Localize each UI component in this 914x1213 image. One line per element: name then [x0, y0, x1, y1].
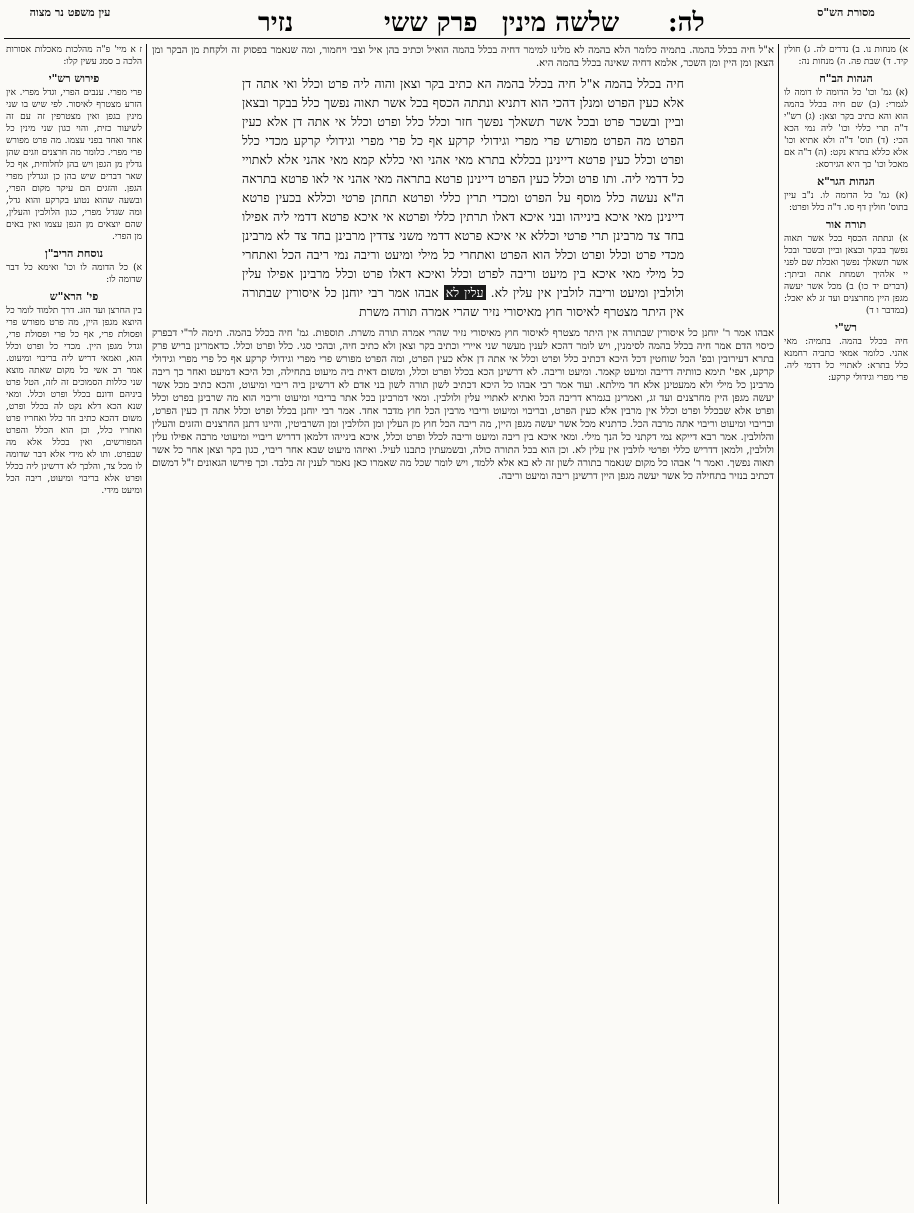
- chapter-title: שלשה מינין: [502, 8, 620, 38]
- rosh-box-title: פי' הרא"ש: [49, 290, 99, 303]
- rosh-box-text: בין החרצן ועד הזג. דרך תלמוד לומר כל היוצא מגפן היין, מה פרט מפורש פרי ופסולת פרי, אף כל פרי ופסולת פרי, וגדל מגפן היין. מכדי כל ופרט וכלל הוא, ואמאי דריש ליה בריבוי ומיעוט. אמר רב אשי כל מקום שאתה מוצא שני כללות הסמוכים זה לזה, הטל פרט ביניהם ודונם בכלל ופרט וכלל. ומאי שנא הכא דלא נקט לה בכלל ופרט, משום דהכא כתיב חד כלל ואחריו פרט ואחריו כלל, וכן הוא הכלל והפרט המפורשים, ואין בכלל אלא מה שבפרט. ותו לא מידי אלא דבר שדומה לו מכל צד, והלכך לא דרשינן ליה בכלל ופרט אלא בריבוי ומיעוט, ריבה הכל ומיעט מידי.: [6, 306, 142, 496]
- gemara-mid-text: ותו פרט וכלל כעין הפרט דיינינן פרטא בתראה מאי אהני אי לאו פרטא בתראה ה"א נעשה כלל מוסף על הפרט ומכדי תרין כללי ופרטא תחתן פרטי וכללא בכעין פרטא דיינינן מאי איכא בינייהו ובני איכא דאלו תרתין כללי ופרטא אי איכא פרטא דדמי ליה אפילו בחד צד מרבינן תרי פרטי וכללא אי איכא פרטא דדמי משני צדדין מרבינן בחד צד לא מרבינן מכדי פרט וכלל ופרט וכלל הוא הפרט ואתחרי כל מילי ומיעט וריבה נמי ריבה הכל ואתחרי כל מילי מאי איכא בין מיעט וריבה לפרט וכלל ואיכא דאלו פרט וכלל מרבינן אפילו עלין ולולבין ומיעט וריבה לולבין אין עלין לא.: [242, 171, 685, 300]
- masoret-header: מסורת הש"ס: [817, 6, 875, 19]
- right-margin-column: [784, 44, 908, 1204]
- left-margin-column: [6, 44, 142, 1204]
- gemara-main-text: חיה בכלל בהמה א"ל חיה בכלל בהמה הא כתיב בקר וצאן והוה ליה פרט וכלל ואי אתה דן אלא כעין הפרט ומנלן דהכי הוא דתניא ונתתה הכסף בכל אשר תאוה נפשך כלל בבקר ובצאן וביין ובשכר פרט ובכל אשר תשאלך נפשך חזר וכלל כלל ופרט וכלל אי אתה דן אלא כעין הפרט מה הפרט מפורש פרי מפרי וגידולי קרקע אף כל פרי מפרי וגידולי קרקע מכדי כלל ופרט וכלל כעין פרטא דיינינן בכללא בתרא מאי אהני ואי כללא קמא מאי אהני אלא לאתויי כל דדמי ליה.: [242, 76, 685, 186]
- bach-title: הגהות הב"ח: [819, 72, 873, 85]
- right-divider: [778, 44, 779, 1204]
- left-divider: [146, 44, 147, 1204]
- gemara-mishna-tail: אבהו אמר רבי יוחנן כל איסורין שבתורה אין היתר מצטרף לאיסור חוץ מאיסורי נזיר שהרי אמרה תורה משרת: [242, 285, 684, 319]
- main-intro-commentary: א"ל חיה בכלל בהמה. בתמיה כלומר הלא בהמה לא מלינו למימר דחיה בכלל בהמה הואיל וכתיב בהן איל וצבי ויחמור, ומה שנאמר בפסוק זה ולקחת מן הבקר ומן הצאן ומן היין ומן השכר, אלמא דחיה שאינה בכלל בהמה היא.: [152, 45, 774, 69]
- rashi-box-title: פירוש רש"י: [48, 72, 100, 85]
- rashi-box-text: פרי מפרי. ענבים הפרי, וגדל מפרי. אין הזרע מצטרף לאיסור. לפי שיש בו שני מינין בגפן ואין מצטרפין זה עם זה לשיעור כזית, והוי כגון שני מינין כל אחד ואחד בפני עצמו. מה פרט מפורש פרי מפרי. כלומר מה חרצנים וזגים שהן גדלין מן הגפן ויש בהן לחלוחית, אף כל שאר דברים שיש בהן כן ונגדלין מפרי הגפן. והזגים הם עיקר מקום הפרי, ובשעה שהוא נטוע בקרקע והוא גדל, ומה שגדל מפרי, כגון הלולבין והעלין, שהם יוצאים מן הגפן עצמו ואין באים מן הפרי.: [6, 88, 142, 242]
- header-rule: [4, 38, 910, 39]
- rashi-glosses-title: רש"י: [835, 321, 857, 334]
- tractate-title: נזיר: [258, 8, 294, 38]
- ein-mishpat-header: עין משפט נר מצוה: [29, 6, 111, 19]
- page-number: לה:: [668, 8, 705, 38]
- perek-title: פרק ששי: [384, 8, 478, 38]
- torah-or-text: א) ונתתה הכסף בכל אשר תאוה נפשך בבקר ובצאן וביין ובשכר ובכל אשר תשאלך נפשך ואכלת שם לפני יי אלהיך ושמחת אתה וביתך: (דברים יד כו) ב) מכל אשר יעשה מגפן היין מחרצנים ועד זג לא יאכל: (במדבר ו ד): [784, 234, 908, 316]
- ein-mishpat-text: ז א מיי' פ"ה מהלכות מאכלות אסורות הלכה ב סמג עשין קלו:: [6, 45, 142, 67]
- rashi-glosses-text: חיה בכלל בהמה. בתמיה: מאי אהני. כלומר אמאי כתביה רחמנא כלל בתרא: לאתויי כל דדמי ליה. פרי מפרי וגידולי קרקע:: [784, 337, 908, 383]
- main-column: [152, 44, 774, 1204]
- gra-text: (א) גמ' כל הדומה לו. נ"ב עיין בתוס' חולין דף סו. ד"ה כלל ופרט:: [784, 191, 908, 213]
- ran-box-text: א) כל הדומה לו וכו' ואימא כל דבר שדומה לו:: [6, 263, 142, 285]
- gra-title: הגהות הגר"א: [817, 175, 875, 188]
- masoret-text: א) מנחות נו. ב) נדרים לה. ג) חולין קיד. ד) שבת פה. ה) מנחות נה:: [784, 45, 908, 67]
- bach-text: (א) גמ' וכו' כל הדומה לו דומה לו לגמרי: (ב) שם חיה בכלל בהמה הוא והא כתיב בקר וצאן: (ג) רש"י ד"ה תרי כללי וכו' ליה נמי הכא הכי: (ד) תוס' ד"ה ולא אתיא וכו' אלא כללא בתרא נקט: (ה) ד"ה אם מאכל וכו' כך היא הגירסא:: [784, 88, 908, 170]
- highlighted-word: עלין לא: [445, 285, 484, 300]
- tosafot-commentary: אבהו אמר ר' יוחנן כל איסורין שבתורה אין היתר מצטרף לאיסור חוץ מאיסורי נזיר שהרי אמרה תורה משרת. תוספות. גמ' חיה בכלל בהמה. תימה לר"י דבפרק כיסוי הדם אמר חיה בכלל בהמה לסימנין, ויש לומר דהכא לענין מעשר שני איירי וכתיב בקר וצאן ולא כתיב חיה, ובהכי סגי. כלל ופרט וכלל. כדאמרינן בריש פרק בתרא דעירובין ובפ' הכל שוחטין דכל היכא דכתיב כלל ופרט וכלל אי אתה דן אלא כעין הפרט, ומה הפרט מפורש פרי מפרי וגידולי קרקע אף כל פרי מפרי וגידולי קרקע, אפי' תימא כוותיה דריבה ומיעט קאמר. ומיעט וריבה. לא דרשינן הכא בכלל ופרט וכלל, ומשום דאית ביה מיעוט בתחילה, וכל היכא דמיעט ואחר כך ריבה מרבינן כל מילי ולא ממעטינן אלא חד מילתא. ועוד אמר רבי אבהו כל היכא דכתיב לשון תורה לשון בני אדם לא דרשינן ביה ריבוי ומיעוט, והכא כתיב מכל אשר יעשה מגפן היין מחרצנים ועד זג, ואמרינן בגמרא דריבה הכל ואתיא לאתויי עלין ולולבין. ומאי דמרבינן בכל אתר בריבוי ומיעוט וריבוי הוא מה שרבינן בפרט וכלל ופרט אלא שבכלל ופרט וכלל אין מרבין אלא כעין הפרט, ובריבוי ומיעוט וריבוי מרבין הכל חוץ מדבר אחד. אמר רבי יוחנן בכלל ופרט וכלל אתה דן כעין הפרט, ובריבוי ומיעוט וריבוי אתה מרבה הכל. כדתניא מכל אשר יעשה מגפן היין, מה ריבה הכל חוץ מן העלין ומן הלולבין ומן השרביטין, והיינו דתנן החרצנים והזגים והעלין והלולבין. אמר רבא דייקא נמי דקתני כל הנך מילי. ומאי איכא בין ריבה ומיעט וריבה לכלל ופרט וכלל, איכא בינייהו דלמאן דדריש ריבויי ומיעוטי מרבה אפילו עלין ולולבין, ולמאן דדריש כללי ופרטי לולבין אין עלין לא. וכן הוא בכל התורה כולה, ובשמעתין כתבנו לעיל. ואיזהו מיעוט שבא אחר ריבוי, כגון בקר וצאן אחר כל אשר תאוה נפשך. ואמר ר' אבהו כל מקום שנאמר בתורה לשון זה לא בא אלא ללמד, ויש לומר שכל מה שאמרו כאן נאמר לענין זה בלבד. וכך פירשו הגאונים ז"ל דמשום דכתיב בנזיר בתחילה כל אשר יעשה מגפן היין דרשינן ריבה ומיעט וריבה.: [152, 328, 774, 482]
- gemara-text: [152, 74, 774, 321]
- ran-box-title: נוסחת הריב"ן: [44, 247, 104, 260]
- torah-or-title: תורה אור: [825, 218, 867, 231]
